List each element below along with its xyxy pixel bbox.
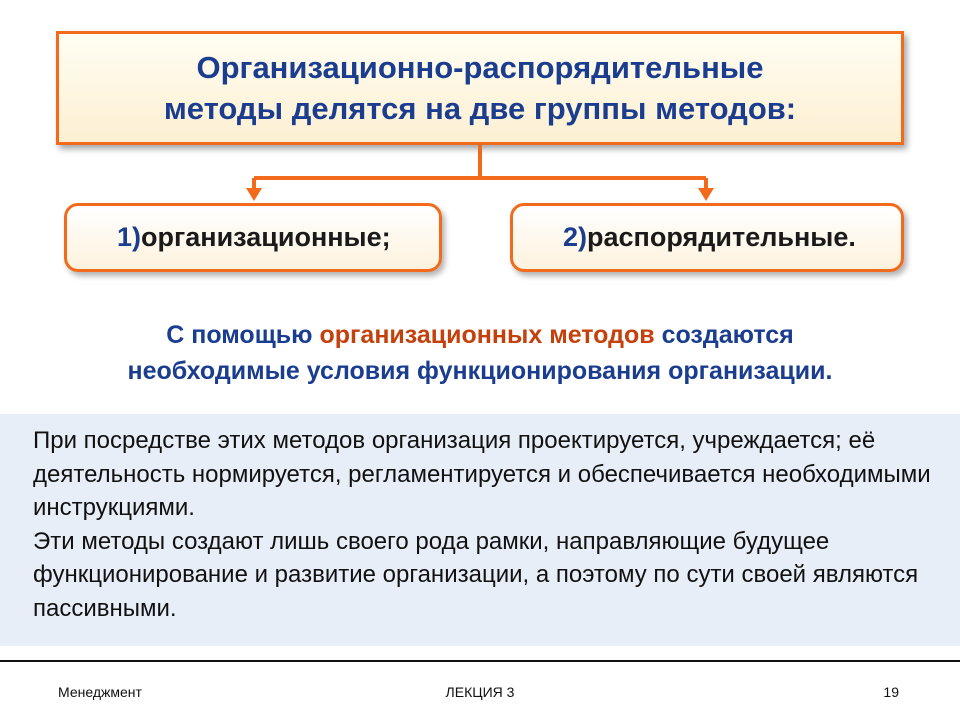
title-line-1: Организационно-распорядительные (196, 50, 764, 85)
group-box-organizational (64, 203, 442, 272)
group-number: 1) (117, 222, 142, 252)
statement-highlight: организационных методов (319, 321, 655, 349)
arrow-down-icon (698, 188, 714, 201)
info-paragraph: При посредстве этих методов организация проектируется, учреждается; её деятельность нормируется, регламентируется и обеспечивается необходимыми инструкциями. (33, 427, 931, 521)
info-text (33, 424, 933, 625)
branch-connector (0, 0, 960, 210)
statement-line-1: С помощью организационных методов создаются (166, 321, 794, 349)
group-label: распорядительные. (587, 222, 856, 252)
arrow-down-icon (246, 188, 262, 201)
footer-lecture: ЛЕКЦИЯ 3 (445, 684, 515, 700)
footer-divider (0, 660, 960, 662)
info-paragraph: Эти методы создают лишь своего рода рамки, направляющие будущее функционирование и развитие организации, а поэтому по сути своей являются пассивными. (33, 527, 919, 622)
title-line-2: методы делятся на две группы методов: (163, 91, 797, 126)
page-number: 19 (883, 684, 899, 700)
group-box-administrative (510, 203, 904, 272)
group-label: организационные; (141, 222, 391, 252)
statement-line-2: необходимые условия функционирования организации. (127, 357, 833, 385)
footer-course: Менеджмент (58, 684, 142, 700)
key-statement (0, 317, 960, 389)
group-number: 2) (563, 222, 588, 252)
